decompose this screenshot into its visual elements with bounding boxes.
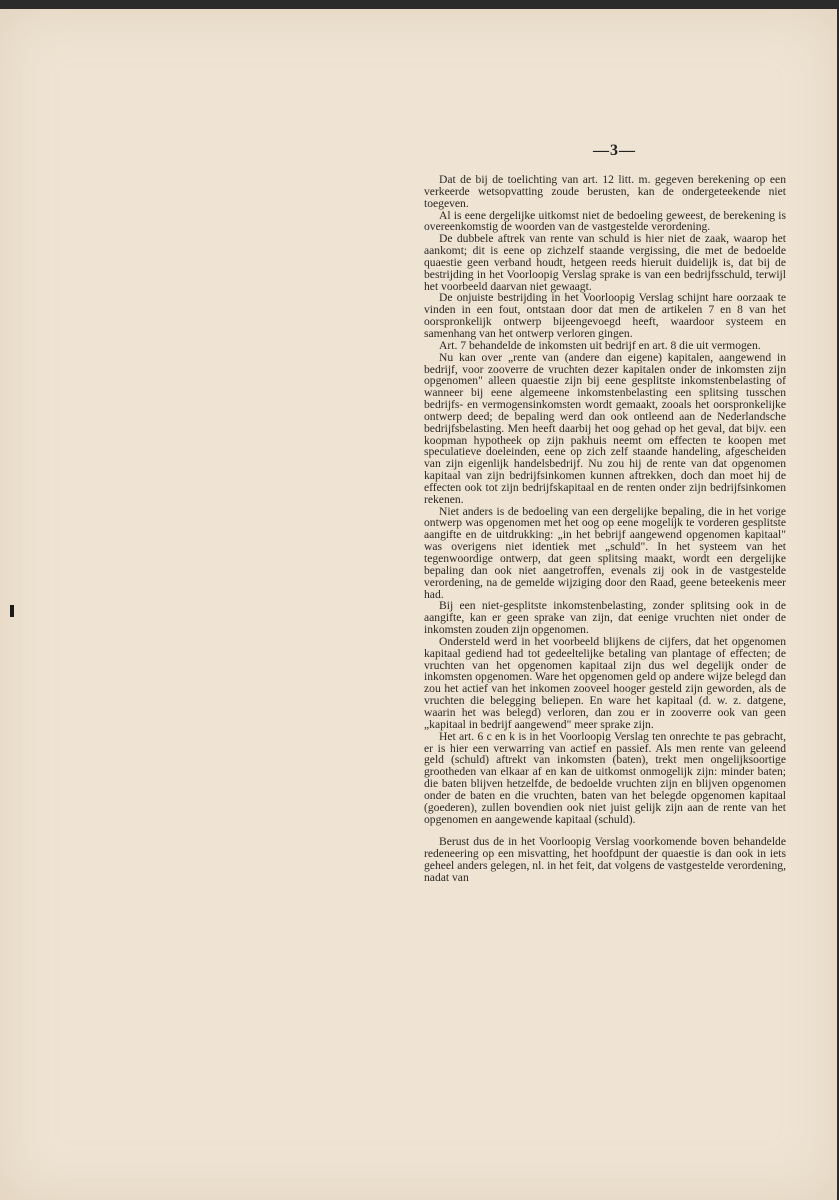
paragraph: Dat de bij de toelichting van art. 12 litt. m. gegeven berekening op een verkeerde wetsopvatting zoude berusten, kan de ondergeteekende niet toegeven. xyxy=(424,173,786,210)
paragraph: Bij een niet-gesplitste inkomstenbelasting, zonder splitsing ook in de aangifte, kan er geen sprake van zijn, dat eenige vruchten niet onder de inkomsten zouden zijn opgenomen. xyxy=(424,599,786,637)
body-text xyxy=(424,174,786,884)
page-number: —3— xyxy=(593,142,636,159)
paragraph: De dubbele aftrek van rente van schuld is hier niet de zaak, waarop het aankomt; dit is eene op zichzelf staande vergissing, die met de bedoelde quaestie geen verband houdt, hetgeen reeds hieruit duidelijk is, dat bij de bestrijding in het Voorloopig Verslag sprake is van een bedrijfsschuld, terwijl het voorbeeld daarvan niet gewaagt. xyxy=(424,232,786,293)
paragraph: Ondersteld werd in het voorbeeld blijkens de cijfers, dat het opgenomen kapitaal gediend had tot gedeeltelijke betaling van plantage of effecten; de vruchten van het opgenomen kapitaal zijn dus wel degelijk onder de inkomsten opgenomen. Ware het opgenomen geld op andere wijze belegd dan zou het actief van het inkomen zooveel hooger gesteld zijn geworden, als de vruchten die belegging beliepen. En ware het kapitaal (d. w. z. datgene, waarin het was belegd) verloren, dan zou er in zooverre ook van geen „kapitaal in bedrijf aangewend" meer sprake zijn. xyxy=(424,634,786,731)
margin-mark xyxy=(10,605,14,617)
paragraph: Art. 7 behandelde de inkomsten uit bedrijf en art. 8 die uit vermogen. xyxy=(439,338,761,352)
paragraph: Berust dus de in het Voorloopig Verslag voorkomende boven behandelde redeneering op een misvatting, het hoofdpunt der quaestie is dan ook in iets geheel anders gelegen, nl. in het feit, dat volgens de vastgestelde verordening, nadat van xyxy=(424,835,786,884)
paragraph: Nu kan over „rente van (andere dan eigene) kapitalen, aangewend in bedrijf, voor zooverre de vruchten dezer kapitalen onder de inkomsten zijn opgenomen" alleen quaestie zijn bij eene gesplitste inkomstenbelasting of wanneer bij eene algemeene inkomstenbelasting een splitsing tusschen bedrijfs- en vermogensinkomsten wordt gemaakt, zooals het oorspronkelijke ontwerp deed; de bepaling werd dan ook ontleend aan de Nederlandsche bedrijfsbelasting. Men heeft daarbij het oog gehad op het geval, dat bijv. een koopman hypotheek op zijn pakhuis neemt om effecten te koopen met speculatieve doeleinden, eene op zich zelf staande handeling, afgescheiden van zijn eigenlijk handelsbedrijf. Nu zou hij de rente van dat opgenomen kapitaal van zijn bedrijfsinkomen kunnen aftrekken, doch dan moet hij de effecten ook tot zijn bedrijfskapitaal en de renten onder zijn bedrijfsinkomen rekenen. xyxy=(424,350,786,506)
paragraph: Het art. 6 c en k is in het Voorloopig Verslag ten onrechte te pas gebracht, er is hier een verwarring van actief en passief. Als men rente van geleend geld (schuld) aftrekt van inkomsten (baten), trekt men ongelijksoortige grootheden van elkaar af en kan de uitkomst onmogelijk zijn: minder baten; die baten blijven hetzelfde, de bedoelde vruchten zijn en blijven opgenomen onder de baten en die vruchten, baten van het belegde opgenomen kapitaal (goederen), zullen bovendien ook niet juist gelijk zijn aan de rente van het opgenomen en aangewende kapitaal (schuld). xyxy=(424,729,786,826)
paragraph: Niet anders is de bedoeling van een dergelijke bepaling, die in het vorige ontwerp was opgenomen met het oog op eene mogelijk te vorderen gesplitste aangifte en de uitdrukking: „in het bebrijf aangewend opgenomen kapitaal" was overigens niet identiek met „schuld". In het systeem van het tegenwoordige ontwerp, dat geen splitsing maakt, wordt een dergelijke bepaling dan ook niet aangetroffen, evenals zij ook in de vastgestelde verordening, na de gemelde wijziging door den Raad, geene beteekenis meer had. xyxy=(424,504,786,601)
paragraph: De onjuiste bestrijding in het Voorloopig Verslag schijnt hare oorzaak te vinden in een fout, ontstaan door dat men de artikelen 7 en 8 van het oorspronkelijk ontwerp bijeengevoegd heeft, waardoor systeem en samenhang van het ontwerp verloren gingen. xyxy=(424,291,786,340)
document-page xyxy=(0,9,837,1200)
paragraph: Al is eene dergelijke uitkomst niet de bedoeling geweest, de berekening is overeenkomstig de woorden van de vastgestelde verordening. xyxy=(424,208,786,234)
